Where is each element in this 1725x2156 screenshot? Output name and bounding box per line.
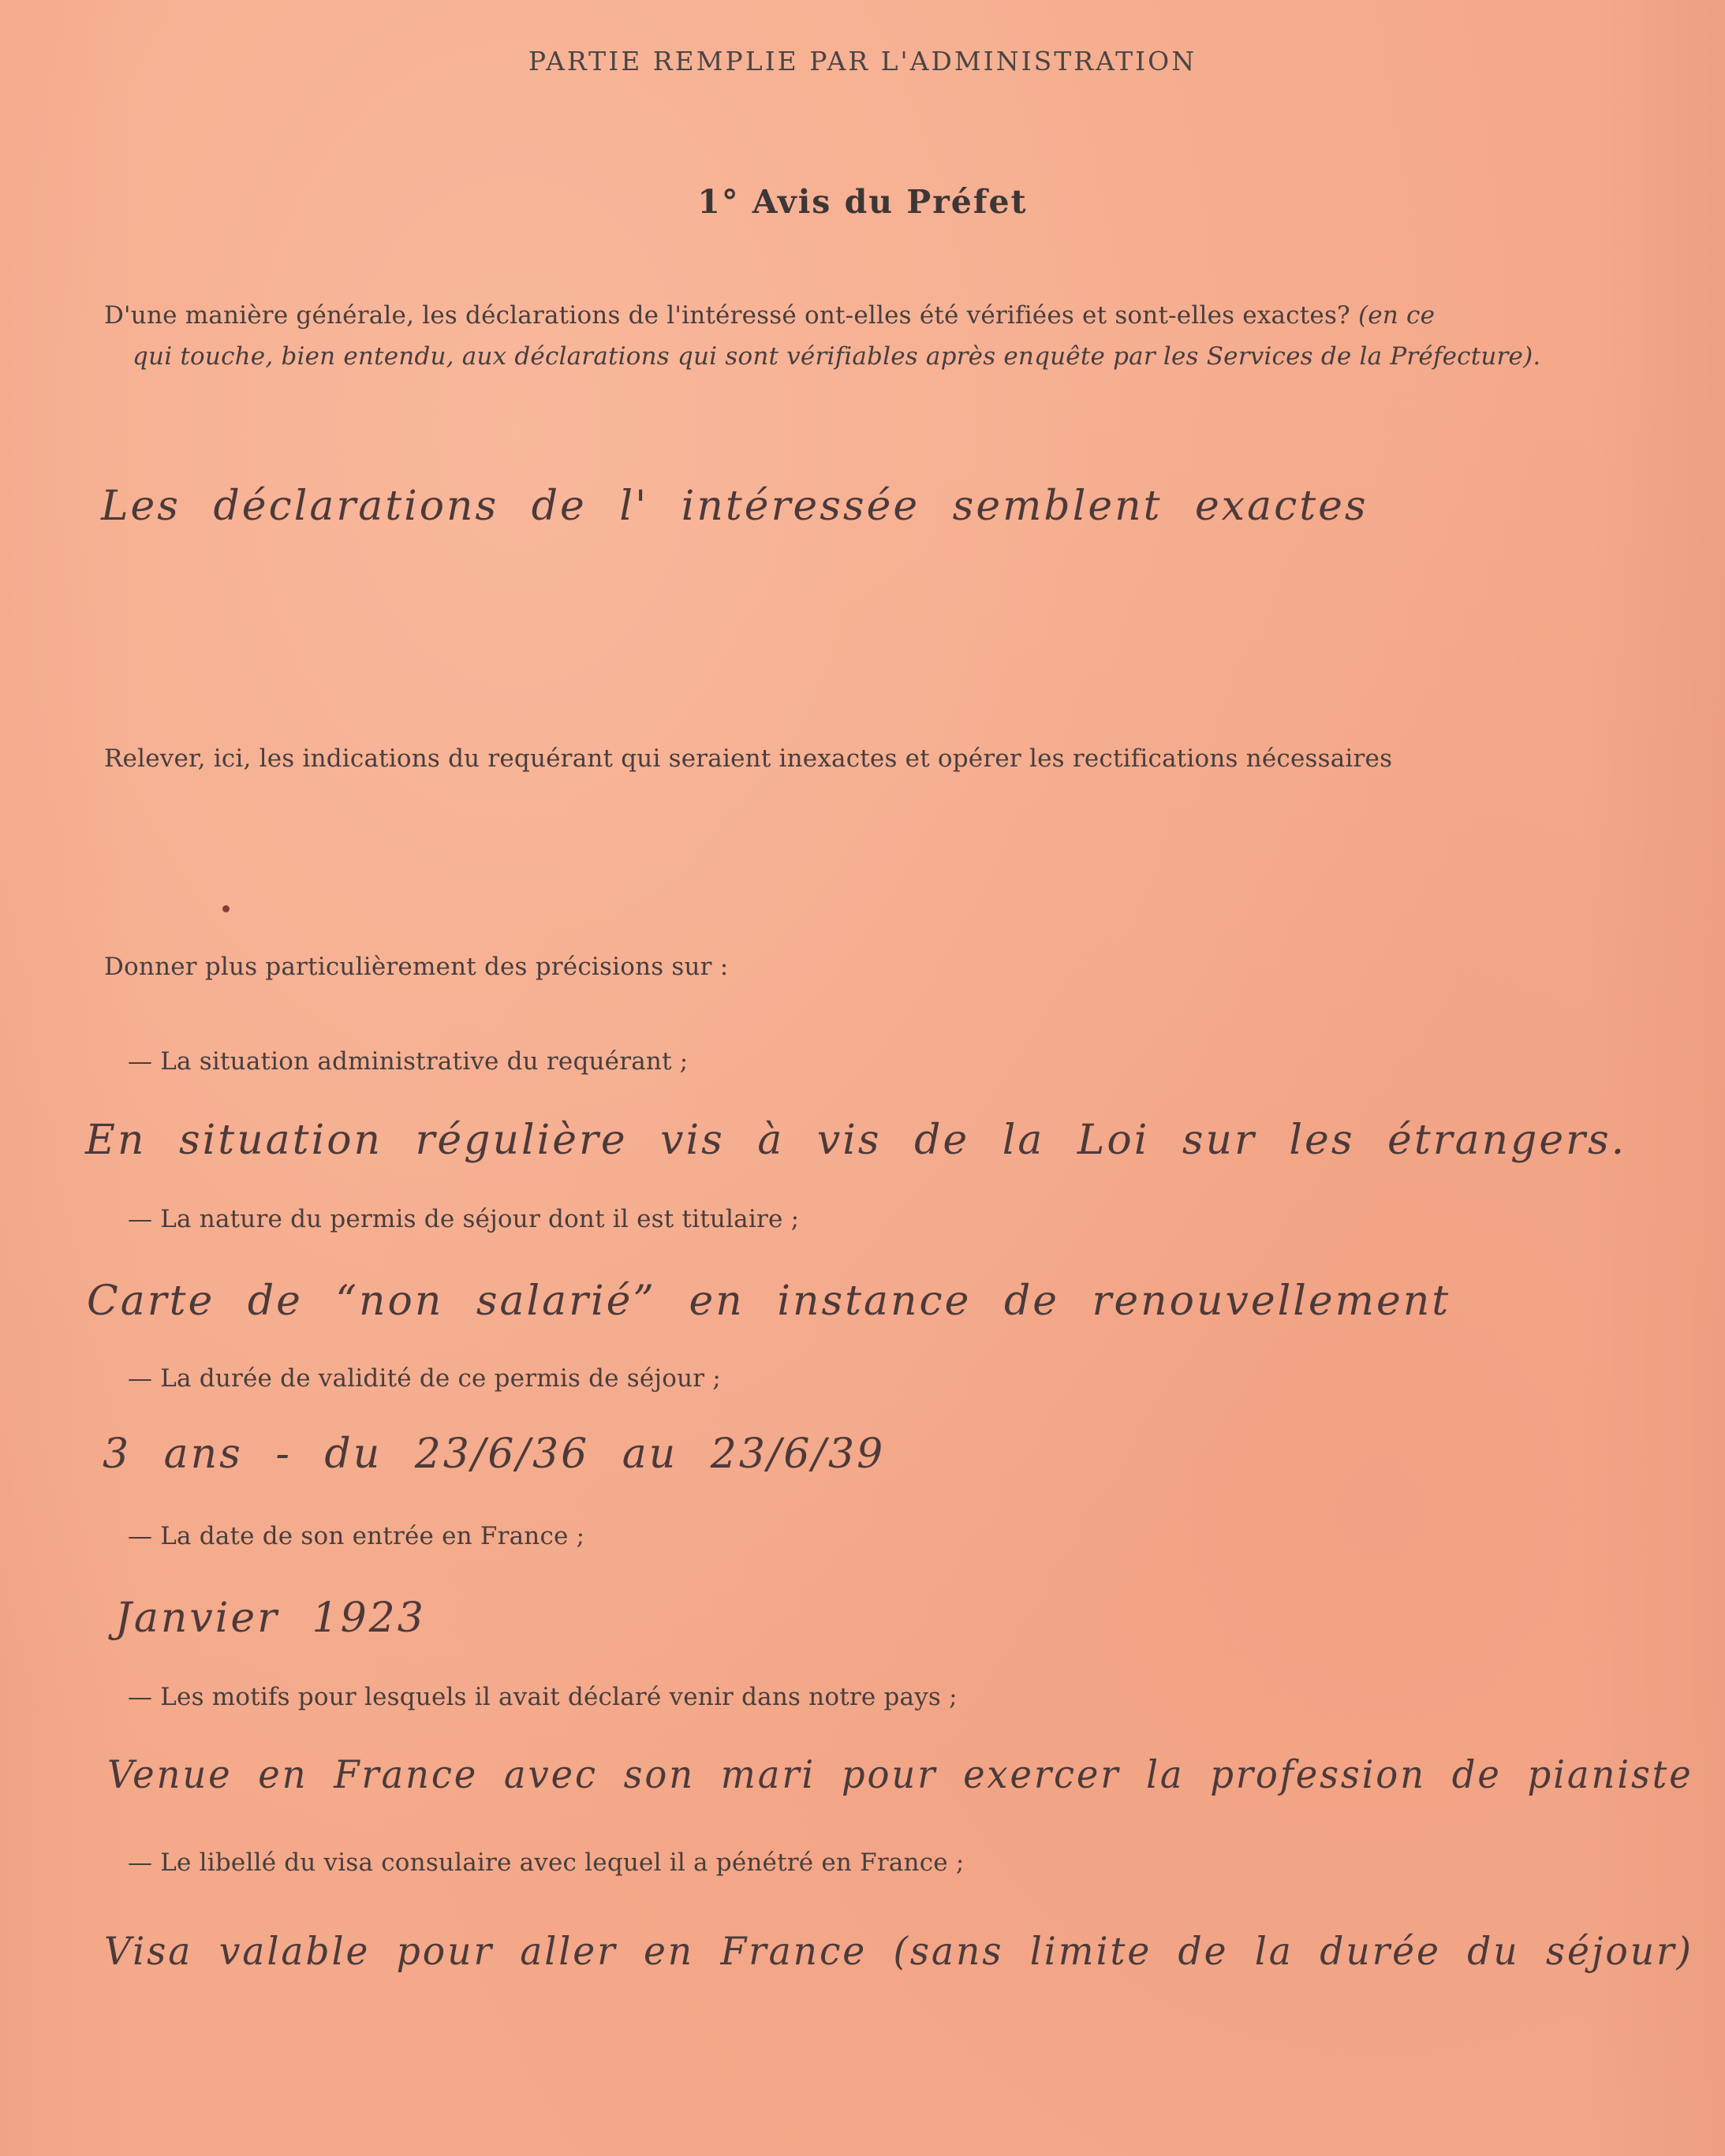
form-header: PARTIE REMPLIE PAR L'ADMINISTRATION xyxy=(528,46,1197,76)
section-title: 1° Avis du Préfet xyxy=(697,183,1028,221)
question-verification xyxy=(104,295,1619,377)
label-entry-date: — La date de son entrée en France ; xyxy=(128,1522,585,1550)
ink-speck xyxy=(222,905,230,912)
question-verification-note: qui touche, bien entendu, aux déclarations qui sont vérifiables après enquête par les Services de la Préfecture). xyxy=(133,342,1541,371)
question-details: Donner plus particulièrement des précisions sur : xyxy=(104,953,729,981)
answer-verification: Les déclarations de l' intéressée semblent exactes xyxy=(101,483,1368,530)
answer-entry-date: Janvier 1923 xyxy=(115,1595,426,1642)
answer-motives: Venue en France avec son mari pour exercer la profession de pianiste xyxy=(107,1752,1693,1797)
answer-administrative-situation: En situation régulière vis à vis de la Loi sur les étrangers. xyxy=(85,1117,1627,1164)
answer-permit-validity: 3 ans - du 23/6/36 au 23/6/39 xyxy=(103,1430,886,1478)
label-permit-nature: — La nature du permis de séjour dont il est titulaire ; xyxy=(128,1205,800,1233)
question-verification-note-start: (en ce xyxy=(1357,301,1436,330)
question-rectifications: Relever, ici, les indications du requérant qui seraient inexactes et opérer les rectifications nécessaires xyxy=(104,744,1393,773)
answer-consular-visa: Visa valable pour aller en France (sans limite de la durée du séjour) xyxy=(104,1929,1693,1974)
label-motives: — Les motifs pour lesquels il avait déclaré venir dans notre pays ; xyxy=(128,1683,958,1711)
question-verification-text: D'une manière générale, les déclarations de l'intéressé ont-elles été vérifiées et sont-elles exactes? xyxy=(104,301,1350,330)
answer-permit-nature: Carte de “non salarié” en instance de renouvellement xyxy=(87,1278,1451,1325)
label-administrative-situation: — La situation administrative du requérant ; xyxy=(128,1047,689,1076)
label-consular-visa: — Le libellé du visa consulaire avec lequel il a pénétré en France ; xyxy=(128,1848,965,1877)
label-permit-validity: — La durée de validité de ce permis de séjour ; xyxy=(128,1364,721,1393)
